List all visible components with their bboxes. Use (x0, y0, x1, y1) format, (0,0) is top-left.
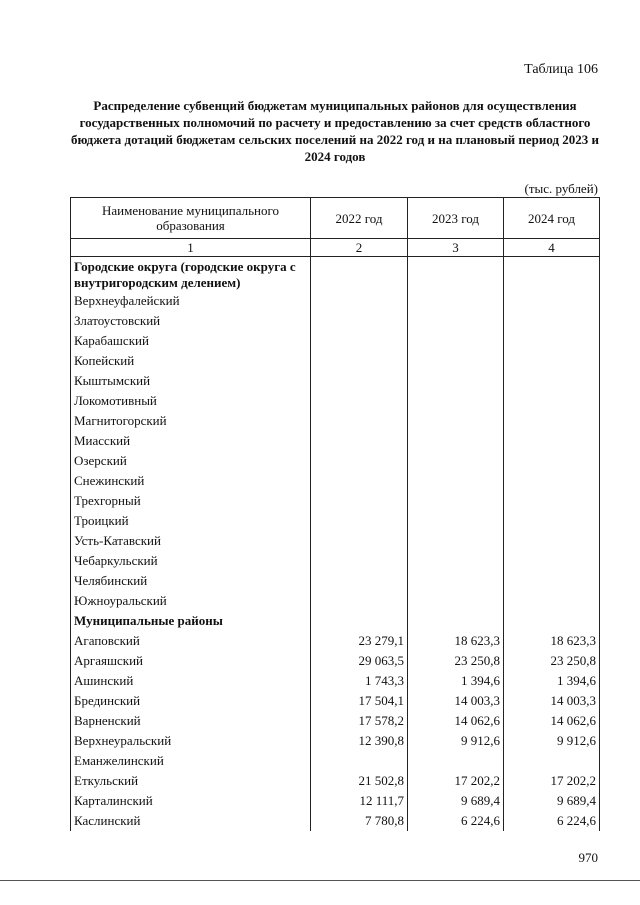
value-2023-cell (408, 751, 504, 771)
column-index-row (71, 239, 600, 257)
header-2023: 2023 год (408, 198, 504, 239)
column-index-3: 3 (408, 239, 504, 257)
name-cell: Городские округа (городские округа с внутригородским делением) (71, 257, 311, 292)
column-index-1: 1 (71, 239, 311, 257)
value-2022-cell: 17 578,2 (311, 711, 408, 731)
column-index-4: 4 (504, 239, 600, 257)
subvention-table (70, 197, 600, 831)
table-row (71, 691, 600, 711)
name-cell: Варненский (71, 711, 311, 731)
value-2024-cell (504, 411, 600, 431)
value-2022-cell (311, 511, 408, 531)
value-2022-cell: 29 063,5 (311, 651, 408, 671)
name-cell: Верхнеуральский (71, 731, 311, 751)
value-2024-cell (504, 311, 600, 331)
value-2024-cell: 17 202,2 (504, 771, 600, 791)
name-cell: Верхнеуфалейский (71, 291, 311, 311)
value-2024-cell (504, 431, 600, 451)
value-2023-cell (408, 371, 504, 391)
units-label: (тыс. рублей) (524, 181, 598, 196)
value-2022-cell (311, 451, 408, 471)
value-2023-cell (408, 551, 504, 571)
name-cell: Еманжелинский (71, 751, 311, 771)
value-2023-cell (408, 257, 504, 292)
value-2023-cell: 14 003,3 (408, 691, 504, 711)
column-index-2: 2 (311, 239, 408, 257)
value-2024-cell (504, 531, 600, 551)
name-cell: Каслинский (71, 811, 311, 831)
table-row (71, 531, 600, 551)
value-2024-cell (504, 591, 600, 611)
table-row (71, 351, 600, 371)
value-2024-cell (504, 451, 600, 471)
value-2024-cell (504, 551, 600, 571)
value-2024-cell (504, 511, 600, 531)
table-row (71, 591, 600, 611)
value-2022-cell (311, 371, 408, 391)
value-2023-cell (408, 391, 504, 411)
value-2024-cell (504, 291, 600, 311)
value-2022-cell (311, 751, 408, 771)
value-2024-cell: 9 689,4 (504, 791, 600, 811)
table-row (71, 291, 600, 311)
value-2024-cell (504, 471, 600, 491)
table-row (71, 311, 600, 331)
bottom-divider (0, 880, 640, 881)
value-2022-cell (311, 331, 408, 351)
name-cell: Аргаяшский (71, 651, 311, 671)
name-cell: Усть-Катавский (71, 531, 311, 551)
name-cell: Муниципальные районы (71, 611, 311, 631)
value-2022-cell (311, 311, 408, 331)
table-row (71, 791, 600, 811)
value-2022-cell: 1 743,3 (311, 671, 408, 691)
name-cell: Копейский (71, 351, 311, 371)
value-2023-cell (408, 311, 504, 331)
value-2023-cell (408, 591, 504, 611)
value-2022-cell (311, 431, 408, 451)
table-row (71, 771, 600, 791)
value-2023-cell (408, 531, 504, 551)
value-2022-cell (311, 491, 408, 511)
value-2022-cell: 12 390,8 (311, 731, 408, 751)
header-2024: 2024 год (504, 198, 600, 239)
page-number: 970 (578, 850, 598, 865)
value-2024-cell: 6 224,6 (504, 811, 600, 831)
value-2023-cell (408, 511, 504, 531)
value-2024-cell (504, 331, 600, 351)
table-section-row (71, 611, 600, 631)
value-2023-cell: 23 250,8 (408, 651, 504, 671)
table-row (71, 471, 600, 491)
value-2024-cell (504, 491, 600, 511)
table-row (71, 731, 600, 751)
value-2023-cell (408, 411, 504, 431)
value-2022-cell: 21 502,8 (311, 771, 408, 791)
value-2023-cell: 1 394,6 (408, 671, 504, 691)
name-cell: Чебаркульский (71, 551, 311, 571)
value-2023-cell: 9 689,4 (408, 791, 504, 811)
value-2023-cell (408, 291, 504, 311)
value-2022-cell: 17 504,1 (311, 691, 408, 711)
table-row (71, 651, 600, 671)
value-2022-cell (311, 411, 408, 431)
value-2024-cell: 23 250,8 (504, 651, 600, 671)
table-row (71, 751, 600, 771)
name-cell: Златоустовский (71, 311, 311, 331)
name-cell: Локомотивный (71, 391, 311, 411)
value-2024-cell: 14 003,3 (504, 691, 600, 711)
name-cell: Челябинский (71, 571, 311, 591)
value-2024-cell (504, 571, 600, 591)
value-2024-cell (504, 611, 600, 631)
value-2024-cell (504, 751, 600, 771)
value-2023-cell (408, 491, 504, 511)
table-number-label: Таблица 106 (524, 62, 598, 77)
value-2023-cell (408, 451, 504, 471)
table-row (71, 551, 600, 571)
value-2023-cell (408, 571, 504, 591)
table-row (71, 431, 600, 451)
name-cell: Еткульский (71, 771, 311, 791)
value-2022-cell (311, 531, 408, 551)
table-row (71, 391, 600, 411)
table-row (71, 411, 600, 431)
name-cell: Снежинский (71, 471, 311, 491)
value-2023-cell (408, 351, 504, 371)
name-cell: Миасский (71, 431, 311, 451)
value-2024-cell: 14 062,6 (504, 711, 600, 731)
name-cell: Кыштымский (71, 371, 311, 391)
table-row (71, 371, 600, 391)
value-2022-cell (311, 551, 408, 571)
value-2022-cell (311, 257, 408, 292)
name-cell: Магнитогорский (71, 411, 311, 431)
table-row (71, 571, 600, 591)
table-header (71, 198, 600, 257)
table-row (71, 631, 600, 651)
name-cell: Брединский (71, 691, 311, 711)
name-cell: Ашинский (71, 671, 311, 691)
value-2024-cell: 18 623,3 (504, 631, 600, 651)
table-section-row (71, 257, 600, 292)
table-row (71, 491, 600, 511)
value-2023-cell (408, 611, 504, 631)
value-2023-cell (408, 431, 504, 451)
value-2023-cell (408, 331, 504, 351)
name-cell: Южноуральский (71, 591, 311, 611)
value-2022-cell (311, 571, 408, 591)
name-cell: Озерский (71, 451, 311, 471)
name-cell: Агаповский (71, 631, 311, 651)
value-2022-cell (311, 291, 408, 311)
value-2023-cell (408, 471, 504, 491)
value-2022-cell: 23 279,1 (311, 631, 408, 651)
value-2024-cell: 9 912,6 (504, 731, 600, 751)
table-row (71, 811, 600, 831)
value-2022-cell (311, 611, 408, 631)
value-2024-cell: 1 394,6 (504, 671, 600, 691)
header-name: Наименование муниципального образования (71, 198, 311, 239)
value-2022-cell (311, 391, 408, 411)
header-2022: 2022 год (311, 198, 408, 239)
value-2023-cell: 6 224,6 (408, 811, 504, 831)
name-cell: Трехгорный (71, 491, 311, 511)
value-2022-cell: 12 111,7 (311, 791, 408, 811)
value-2022-cell (311, 471, 408, 491)
table-row (71, 711, 600, 731)
name-cell: Троицкий (71, 511, 311, 531)
name-cell: Карталинский (71, 791, 311, 811)
value-2024-cell (504, 391, 600, 411)
name-cell: Карабашский (71, 331, 311, 351)
document-title: Распределение субвенций бюджетам муниципальных районов для осуществления государственных полномочий по расчету и предоставлению за счет средств областного бюджета дотаций бюджетам сельских поселений на 2022 год и на плановый период 2023 и 2024 годов (70, 98, 600, 164)
value-2022-cell (311, 591, 408, 611)
value-2023-cell: 9 912,6 (408, 731, 504, 751)
value-2024-cell (504, 371, 600, 391)
value-2023-cell: 17 202,2 (408, 771, 504, 791)
table-row (71, 671, 600, 691)
value-2024-cell (504, 257, 600, 292)
value-2023-cell: 14 062,6 (408, 711, 504, 731)
table-row (71, 331, 600, 351)
table-row (71, 511, 600, 531)
value-2022-cell: 7 780,8 (311, 811, 408, 831)
table-row (71, 451, 600, 471)
value-2024-cell (504, 351, 600, 371)
value-2022-cell (311, 351, 408, 371)
table-body (71, 257, 600, 832)
value-2023-cell: 18 623,3 (408, 631, 504, 651)
